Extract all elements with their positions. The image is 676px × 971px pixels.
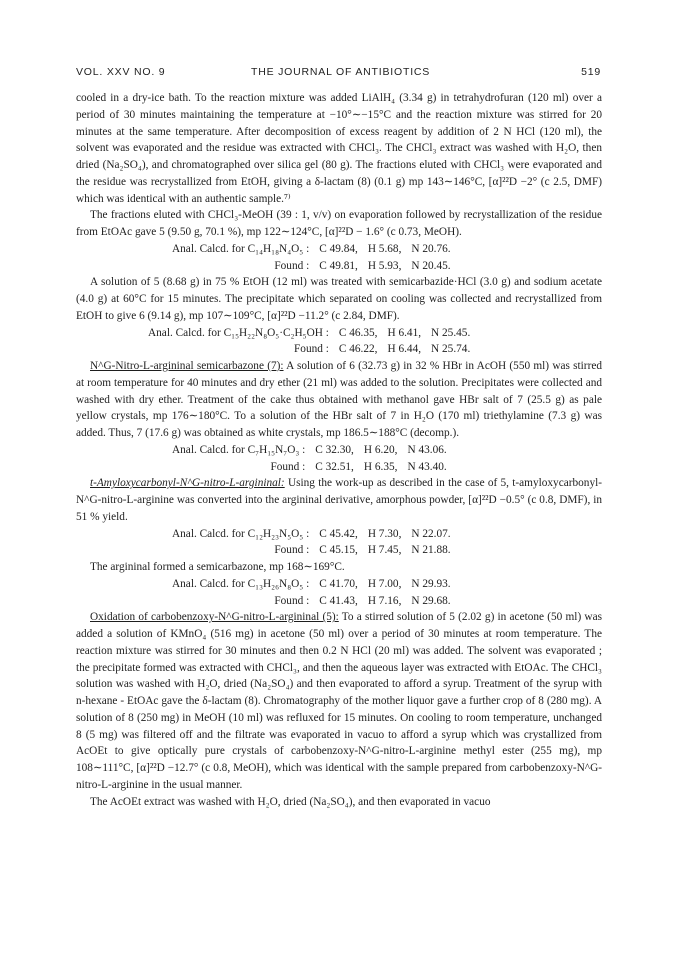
- analysis-value-c: C 32.30,: [315, 443, 354, 456]
- article-body: [76, 90, 602, 810]
- analysis-value-c: C 49.84,: [319, 242, 358, 255]
- analysis-calcd-label: Anal. Calcd. for C₁₅H₂₂N₈O₅·C₂H₅OH :: [148, 326, 329, 339]
- analysis-value-c: C 32.51,: [315, 460, 354, 473]
- analysis-found-label: Found :: [294, 343, 329, 356]
- analysis-block-1: [76, 241, 602, 275]
- analysis-found-label: Found :: [270, 460, 306, 473]
- section-text: A solution of 6 (32.73 g) in 32 % HBr in AcOH (550 ml) was stirred at room temperature for 40 minutes and dry ether (21 ml) was added to the solution. Precipitates were collected and washed with dry ether. Treatment of the cake thus obtained with methanol gave HBr salt of 7 (25.5 g) as pale yellow crystals, mp 176∼180°C. To a solution of the HBr salt of 7 in H₂O (170 ml) triethylamine (7.3 g) was added. Thus, 7 (17.6 g) was obtained as white crystals, mp 186.5∼188°C (decomp.).: [76, 360, 602, 439]
- page-number: 519: [581, 66, 601, 78]
- analysis-block-4: [76, 526, 602, 560]
- section-heading: t-Amyloxycarbonyl-N^G-nitro-L-argininal:: [90, 477, 285, 490]
- analysis-value-n: N 25.45.: [431, 326, 471, 339]
- analysis-block-2: [76, 325, 602, 359]
- analysis-calcd-label: Anal. Calcd. for C₁₃H₂₆N₈O₅ :: [172, 577, 310, 590]
- analysis-calcd-label: Anal. Calcd. for C₇H₁₅N₇O₃ :: [172, 443, 306, 456]
- analysis-value-c: C 41.43,: [319, 594, 358, 607]
- analysis-value-h: H 6.20,: [363, 443, 398, 456]
- analysis-value-n: N 22.07.: [411, 527, 451, 540]
- volume-label: VOL. XXV NO. 9: [76, 66, 166, 78]
- paragraph-nitro-argininal: [76, 358, 602, 442]
- analysis-block-3: [76, 442, 602, 476]
- paragraph-fractions: The fractions eluted with CHCl₃-MeOH (39 : 1, v/v) on evaporation followed by recrystallization of the residue from EtOAc gave 5 (9.50 g, 70.1 %), mp 122∼124°C, [α]²²D − 1.6° (c 0.73, MeOH).: [76, 209, 602, 238]
- analysis-value-c: C 46.22,: [338, 343, 378, 356]
- analysis-value-h: H 7.45,: [367, 544, 402, 557]
- analysis-value-n: N 21.88.: [411, 544, 451, 557]
- section-text: To a stirred solution of 5 (2.02 g) in acetone (50 ml) was added a solution of KMnO₄ (516 mg) in acetone (50 ml) over a period of 30 minutes at room temperature. The reaction mixture was stirred for 30 minutes and then 0.2 N HCl (20 ml) was added. The solvent was evaporated ; the precipitate formed was extracted with CHCl₃, and then the aqueous layer was extracted with EtOAc. The CHCl₃ solution was washed with H₂O, dried (Na₂SO₄) and then evaporated to afford a syrup. Treatment of the syrup with n-hexane - EtOAc gave the δ-lactam (8). Chromatography of the mother liquor gave a further crop of 8 (280 mg). A solution of 8 (250 mg) in MeOH (10 ml) was refluxed for 15 minutes. On cooling to room temperature, unchanged 8 (5 mg) was filtered off and the filtrate was evaporated in vacuo to afford a syrup which was crystallized from AcOEt to give optically pure crystals of carbobenzoxy-N^G-nitro-L-arginine methyl ester (255 mg), mp 108∼111°C, [α]²²D −12.7° (c 0.8, MeOH), which was identical with the sample prepared from carbobenzoxy-N^G-nitro-L-arginine in the usual manner.: [76, 611, 602, 791]
- section-text: Using the work-up as described in the case of 5, t-amyloxycarbonyl-N^G-nitro-L-arginine was converted into the argininal derivative, amorphous powder, [α]²²D −0.5° (c 0.8, DMF), in 51 % yield.: [76, 477, 602, 523]
- analysis-calcd-label: Anal. Calcd. for C₁₂H₂₃N₅O₅ :: [172, 527, 310, 540]
- analysis-value-h: H 5.68,: [367, 242, 402, 255]
- analysis-value-h: H 7.16,: [367, 594, 402, 607]
- analysis-value-h: H 7.30,: [367, 527, 402, 540]
- analysis-value-c: C 45.42,: [319, 527, 358, 540]
- paragraph-argininal-semicarbazone: The argininal formed a semicarbazone, mp 168∼169°C.: [90, 561, 345, 573]
- analysis-calcd-label: Anal. Calcd. for C₁₄H₁₈N₄O₅ :: [172, 242, 310, 255]
- analysis-value-n: N 20.76.: [411, 242, 451, 255]
- analysis-value-n: N 43.40.: [407, 460, 447, 473]
- paragraph-acoet-extract: The AcOEt extract was washed with H₂O, dried (Na₂SO₄), and then evaporated in vacuo: [90, 795, 491, 808]
- analysis-value-h: H 7.00,: [367, 577, 402, 590]
- analysis-value-h: H 6.44,: [387, 343, 422, 356]
- analysis-block-5: [76, 576, 602, 610]
- analysis-value-n: N 29.68.: [411, 594, 451, 607]
- analysis-found-label: Found :: [274, 594, 310, 607]
- analysis-value-c: C 46.35,: [338, 326, 378, 339]
- analysis-found-label: Found :: [274, 544, 310, 557]
- analysis-value-h: H 6.41,: [387, 326, 422, 339]
- analysis-value-n: N 25.74.: [431, 343, 471, 356]
- analysis-value-c: C 45.15,: [319, 544, 358, 557]
- running-header: [76, 66, 601, 80]
- analysis-found-label: Found :: [274, 259, 310, 272]
- analysis-value-n: N 43.06.: [407, 443, 447, 456]
- section-heading: N^G-Nitro-L-argininal semicarbazone (7):: [90, 360, 284, 372]
- analysis-value-n: N 20.45.: [411, 259, 451, 272]
- analysis-value-c: C 41.70,: [319, 577, 358, 590]
- paragraph-reduction: cooled in a dry-ice bath. To the reaction mixture was added LiAlH₄ (3.34 g) in tetrahydrofuran (120 ml) over a period of 30 minutes maintaining the temperature at −10°∼−15°C and the reaction mixture was stirred for 20 minutes at the same temperature. After decomposition of excess reagent by addition of 2 N HCl (120 ml), the solvent was evaporated and the residue was extracted with CHCl₃. The CHCl₃ extract was washed with H₂O, then dried (Na₂SO₄), and chromatographed over silica gel (80 g). The fractions eluted with CHCl₃ were evaporated and the residue was recrystallized from EtOH, giving a δ-lactam (8) (0.1 g) mp 143∼146°C, [α]²²D −2° (c 2.5, DMF) which was identical with an authentic sample.⁷⁾: [76, 92, 602, 205]
- analysis-value-n: N 29.93.: [411, 577, 451, 590]
- paragraph-oxidation: [76, 609, 602, 793]
- analysis-value-c: C 49.81,: [319, 259, 358, 272]
- analysis-value-h: H 6.35,: [363, 460, 398, 473]
- analysis-value-h: H 5.93,: [367, 259, 402, 272]
- section-heading: Oxidation of carbobenzoxy-N^G-nitro-L-argininal (5):: [90, 611, 339, 624]
- paragraph-amyloxycarbonyl: [76, 475, 602, 525]
- journal-title: THE JOURNAL OF ANTIBIOTICS: [251, 66, 431, 78]
- paragraph-semicarbazone: A solution of 5 (8.68 g) in 75 % EtOH (12 ml) was treated with semicarbazide·HCl (3.0 g) and sodium acetate (4.0 g) at 60°C for 15 minutes. The precipitate which separated on cooling was collected and recrystallized from EtOH to give 6 (9.14 g), mp 107∼109°C, [α]²²D −11.2° (c 2.84, DMF).: [76, 276, 602, 322]
